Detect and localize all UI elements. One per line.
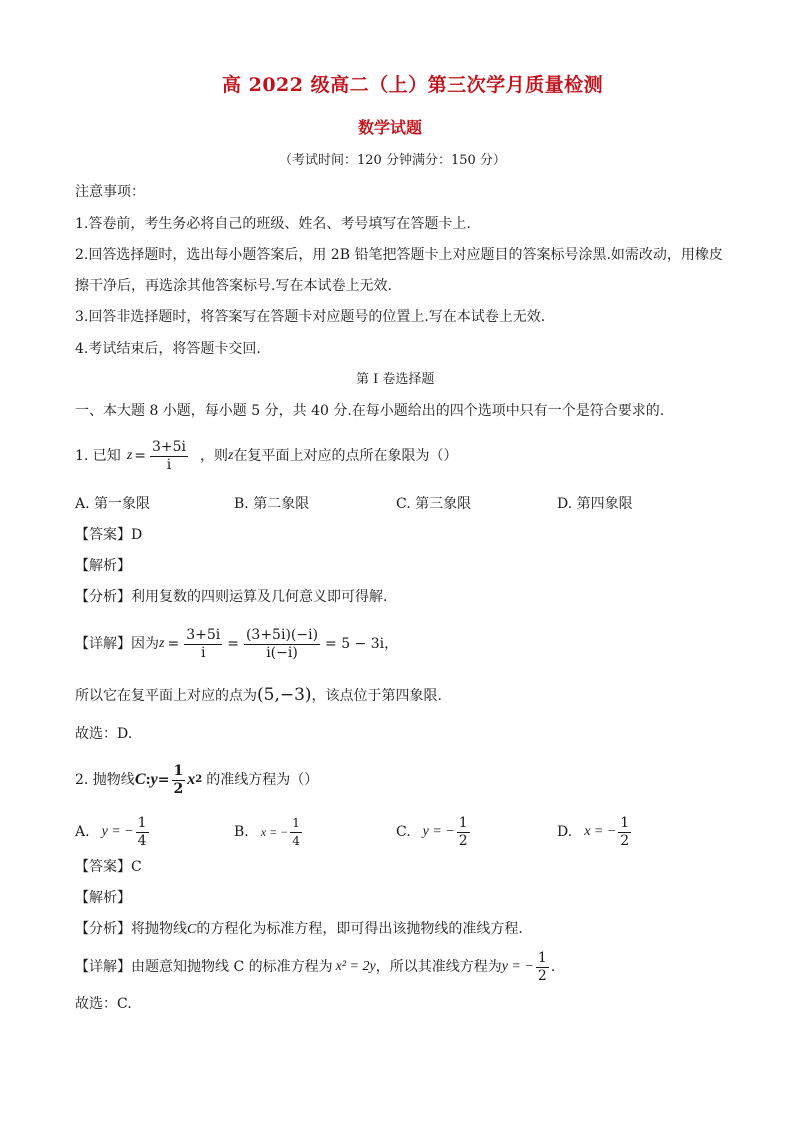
note-item: 4.考试结束后，将答题卡交回. <box>75 341 261 357</box>
q2-detail-den: 2 <box>537 967 547 984</box>
q1-fenxi-label: 【分析】 <box>75 589 131 605</box>
q2-option-d-fraction <box>618 815 631 850</box>
document-title: 高 2022 级高二（上）第三次学月质量检测 <box>222 74 604 96</box>
q2-detail <box>75 947 555 987</box>
q2-option-c-label: C. <box>396 824 411 840</box>
q1-detail-fraction-1 <box>184 627 222 662</box>
q2-detail-text-b: ，所以其准线方程为 <box>375 959 502 975</box>
q2-suffix: 的准线方程为（） <box>206 772 319 788</box>
q2-eq-numerator: 1 <box>173 762 184 779</box>
q2-analysis-label: 【解析】 <box>75 890 131 906</box>
q1-detail-end: ， <box>384 636 399 652</box>
q1-fenxi <box>75 588 387 606</box>
q2-option-a <box>75 812 151 852</box>
q1-option-c: C. 第三象限 <box>396 496 472 512</box>
q2-eq-colon: : <box>145 772 151 788</box>
q1-detail-f2-denominator: i(−i) <box>266 644 298 661</box>
q2-option-d <box>557 812 633 852</box>
q1-fenxi-text: 利用复数的四则运算及几何意义即可得解. <box>131 589 388 605</box>
note-item: 3.回答非选择题时，将答案写在答题卡对应题号的位置上.写在本试卷上无效. <box>75 309 546 325</box>
q1-detail-text: 因为 <box>131 636 159 652</box>
q1-point-text-a: 所以它在复平面上对应的点为 <box>75 688 257 704</box>
q1-point-text-b: ，该点位于第四象限. <box>311 688 442 704</box>
q1-fraction-denominator: i <box>166 456 172 473</box>
q1-choose: 故选：D. <box>75 726 133 742</box>
q2-option-c-den: 2 <box>458 832 468 849</box>
q2-option-b-den: 4 <box>292 833 300 848</box>
note-item: 擦干净后，再选涂其他答案标号.写在本试卷上无效. <box>75 278 392 294</box>
q2-option-a-num: 1 <box>137 814 147 831</box>
q1-option-d: D. 第四象限 <box>557 496 633 512</box>
q2-option-a-label: A. <box>75 824 90 840</box>
question-2-stem <box>75 758 318 802</box>
q1-answer-label: 【答案】 <box>75 527 131 543</box>
q2-fenxi-text-a: 将抛物线 <box>131 921 187 937</box>
q1-analysis-label: 【解析】 <box>75 558 131 574</box>
q2-option-b-fraction <box>290 815 302 850</box>
q2-detail-eq: x² = 2y <box>335 959 376 974</box>
q1-eq: = <box>134 448 146 464</box>
q2-fenxi-text-b: 的方程化为标准方程，即可得出该抛物线的准线方程. <box>196 921 523 937</box>
q2-detail-text-a: 由题意知抛物线 C 的标准方程为 <box>131 959 333 975</box>
q2-detail-end: . <box>550 959 556 975</box>
q1-option-a: A. 第一象限 <box>75 496 151 512</box>
note-item: 1.答卷前，考生务必将自己的班级、姓名、考号填写在答题卡上. <box>75 216 471 232</box>
q2-option-d-lhs: x = − <box>584 824 617 839</box>
q1-detail-result: = 5 − 3i <box>325 636 385 652</box>
q2-option-c-num: 1 <box>458 814 468 831</box>
q2-option-a-lhs: y = − <box>101 824 134 839</box>
q2-option-b <box>234 812 304 852</box>
q2-answer-label: 【答案】 <box>75 859 131 875</box>
q2-answer-value: C <box>131 859 142 875</box>
q2-detail-lhs: y = − <box>501 959 534 974</box>
q2-option-c-lhs: y = − <box>422 824 455 839</box>
q1-answer <box>75 526 142 544</box>
q2-option-c-fraction <box>457 815 470 850</box>
q2-prefix: 2. 抛物线 <box>75 772 135 788</box>
q2-eq-x: x <box>187 771 196 788</box>
q1-fraction-numerator: 3+5i <box>152 438 187 455</box>
q1-detail-f1-denominator: i <box>200 644 206 661</box>
q2-option-b-label: B. <box>234 824 249 840</box>
section-instruction: 一、本大题 8 小题，每小题 5 分，共 40 分.在每小题给出的四个选项中只有一个是符合要求的. <box>75 403 665 419</box>
q2-eq-denominator: 2 <box>173 780 184 797</box>
q1-point-line <box>75 686 442 705</box>
q2-choose: 故选：C. <box>75 996 132 1012</box>
q1-detail-fraction-2 <box>244 627 320 662</box>
q1-suffix-a: ，则 <box>200 448 229 464</box>
q2-eq-power: 2 <box>195 774 203 785</box>
q1-var-z: z <box>126 448 133 463</box>
q1-detail-eq2: = <box>227 636 239 652</box>
section-title: 第 I 卷选择题 <box>356 372 435 387</box>
q2-detail-label: 【详解】 <box>75 959 131 975</box>
note-item: 2.回答选择题时，选出每小题答案后，用 2B 铅笔把答题卡上对应题目的答案标号涂黑.如需改动，用橡皮 <box>75 247 723 263</box>
q2-option-c <box>396 812 472 852</box>
q2-option-d-den: 2 <box>620 832 630 849</box>
q1-suffix-b: 在复平面上对应的点所在象限为（） <box>233 448 458 464</box>
q1-answer-value: D <box>131 527 143 543</box>
notes-heading: 注意事项： <box>75 184 145 200</box>
q2-option-b-lhs: x = − <box>260 825 289 839</box>
q1-detail-eq1: = <box>167 636 180 652</box>
q2-fenxi-c: C <box>187 922 197 937</box>
q1-detail-f1-numerator: 3+5i <box>186 626 221 643</box>
q1-detail-f2-numerator: (3+5i)(−i) <box>245 626 319 643</box>
q2-eq-fraction <box>172 763 186 798</box>
q1-fraction <box>150 439 188 474</box>
q2-eq-eq: = <box>157 772 170 788</box>
q1-point: (5,−3) <box>257 685 312 705</box>
q1-option-b: B. 第二象限 <box>234 496 310 512</box>
q1-detail-label: 【详解】 <box>75 636 131 652</box>
q2-detail-fraction <box>536 950 549 985</box>
q2-answer <box>75 858 142 876</box>
q2-option-d-num: 1 <box>620 814 630 831</box>
q2-fenxi-label: 【分析】 <box>75 921 131 937</box>
q2-option-a-fraction <box>136 815 149 850</box>
q2-eq-y: y <box>150 771 158 788</box>
q2-fenxi <box>75 920 523 939</box>
q1-prefix: 1. 已知 <box>75 448 121 464</box>
q2-option-a-den: 4 <box>137 832 147 849</box>
q2-detail-num: 1 <box>537 949 547 966</box>
question-1-stem <box>75 432 457 480</box>
q1-var-z2: z <box>228 448 234 463</box>
q2-eq-c: C <box>134 771 146 788</box>
q1-detail-z: z <box>159 636 165 651</box>
document-subtitle: 数学试题 <box>358 118 423 137</box>
q2-option-b-num: 1 <box>290 815 302 833</box>
q1-detail <box>75 622 398 666</box>
q2-option-d-label: D. <box>557 824 573 840</box>
exam-info: （考试时间：120 分钟满分：150 分） <box>279 153 506 168</box>
